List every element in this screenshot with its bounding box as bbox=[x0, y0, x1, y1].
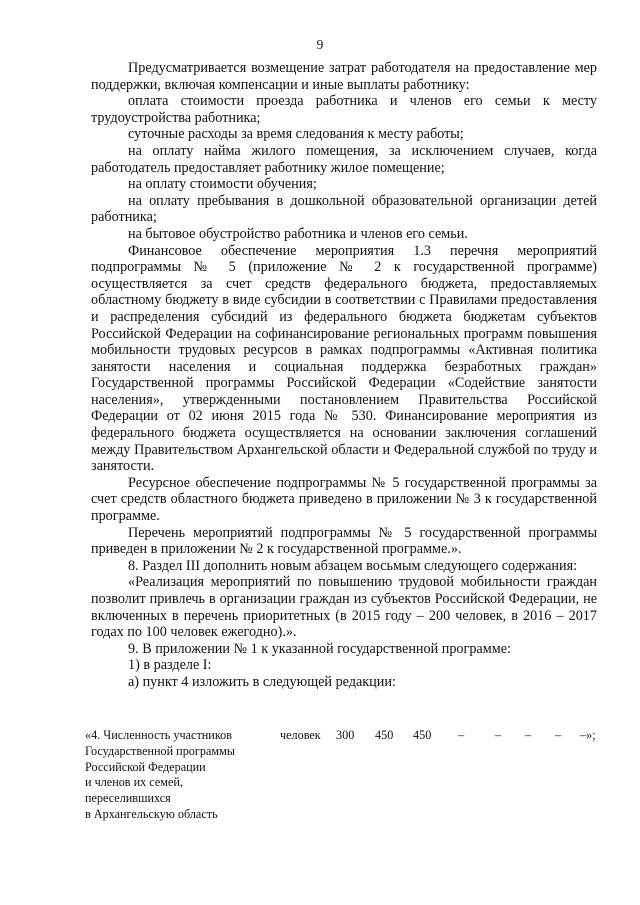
value-cell: 450 bbox=[375, 728, 394, 742]
indicator-label-line: и членов их семей, bbox=[85, 775, 183, 790]
paragraph: 1) в разделе I: bbox=[128, 657, 212, 674]
paragraph: Предусматривается возмещение затрат работодателя на предоставление мер поддержки, включая компенсации и иные выплаты работнику: bbox=[91, 60, 597, 93]
value-cell: – bbox=[458, 728, 465, 742]
indicator-label-line: переселившихся bbox=[85, 791, 171, 806]
page-number: 9 bbox=[316, 37, 324, 52]
indicator-label-line: Государственной программы bbox=[85, 743, 236, 758]
paragraph: «Реализация мероприятий по повышению трудовой мобильности граждан позволит привлечь в организации граждан из субъектов Российской Федерации, не включенных в перечень приоритетных (в 2015 году – 200 человек, в 2016 – 2017 годах по 100 человек ежегодно).». bbox=[91, 574, 597, 641]
value-cell: 450 bbox=[413, 728, 432, 742]
value-cell: – bbox=[555, 728, 562, 742]
paragraph: суточные расходы за время следования к месту работы; bbox=[128, 126, 464, 143]
paragraph: 9. В приложении № 1 к указанной государственной программе: bbox=[128, 640, 511, 657]
value-cell: 300 bbox=[336, 728, 355, 742]
indicator-label bbox=[85, 728, 270, 823]
paragraph: Ресурсное обеспечение подпрограммы № 5 государственной программы за счет средств областного бюджета приведено в приложении № 3 к государственной программе. bbox=[91, 474, 597, 525]
paragraph: на оплату пребывания в дошкольной образовательной организации детей работника; bbox=[91, 192, 597, 226]
paragraph: 8. Раздел III дополнить новым абзацем восьмым следующего содержания: bbox=[128, 557, 578, 574]
paragraph: Финансовое обеспечение мероприятия 1.3 перечня мероприятий подпрограммы № 5 (приложение № 2 к государственной программе) осуществляется за счет средств федерального бюджета, предоставляемых областному бюджету в виде субсидии в соответствии с Правилами предоставления и распределения субсидий из федерального бюджета бюджетам субъектов Российской Федерации на софинансирование региональных программ повышения мобильности трудовых ресурсов в рамках подпрограммы «Активная политика занятости населения и социальная поддержка безработных граждан» Государственной программы Российской Федерации «Содействие занятости населения», утвержденными постановлением Правительства Российской Федерации от 02 июня 2015 года № 530. Финансирование мероприятия из федерального бюджета осуществляется на основании заключения соглашений между Правительством Архангельской области и Федеральной службой по труду и занятости. bbox=[91, 242, 597, 475]
paragraph: а) пункт 4 изложить в следующей редакции: bbox=[128, 673, 396, 690]
value-cell: – bbox=[495, 728, 502, 742]
paragraph: на оплату стоимости обучения; bbox=[128, 176, 317, 193]
paragraph: оплата стоимости проезда работника и членов его семьи к месту трудоустройства работника; bbox=[91, 93, 597, 126]
indicator-label-line: «4. Численность участников bbox=[85, 728, 232, 742]
value-cell: – bbox=[525, 728, 532, 742]
indicator-label-line: Российской Федерации bbox=[85, 759, 206, 774]
unit-cell: человек bbox=[280, 728, 321, 742]
document-body bbox=[91, 60, 597, 691]
indicator-label-line: в Архангельскую область bbox=[85, 806, 218, 821]
paragraph: на оплату найма жилого помещения, за исключением случаев, когда работодатель предоставляет работнику жилое помещение; bbox=[91, 142, 597, 176]
paragraph: на бытовое обустройство работника и членов его семьи. bbox=[128, 225, 468, 242]
value-cell: –»; bbox=[580, 728, 596, 742]
paragraph: Перечень мероприятий подпрограммы № 5 государственной программы приведен в приложении № 2 к государственной программе.». bbox=[91, 524, 597, 558]
